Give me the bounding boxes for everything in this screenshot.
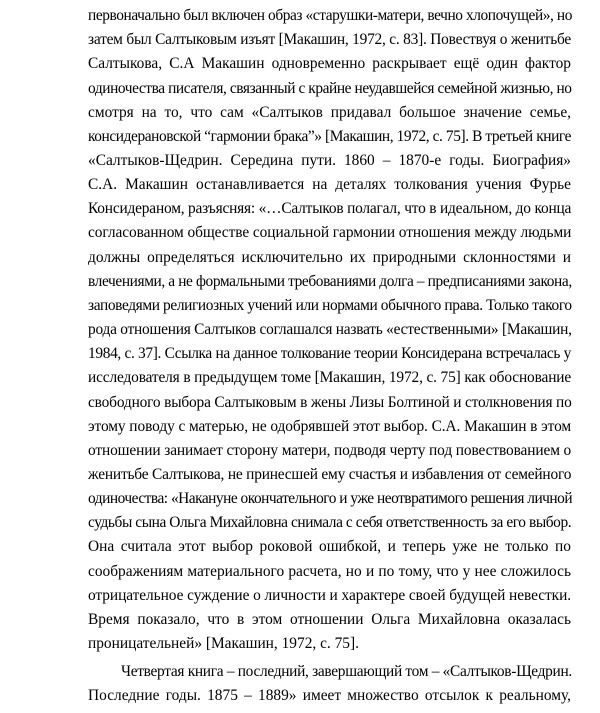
text-line: Она считала этот выбор роковой ошибкой, и теперь уже не только по [88, 538, 571, 555]
text-line: исследователя в предыдущем томе [Макашин, 1972, с. 75] как обоснование [88, 369, 572, 386]
text-line: 1984, с. 37]. Ссылка на данное толкование теории Консидерана встречалась у [88, 345, 571, 362]
text-line: этому поводу с матерью, не одобрявшей этот выбор. С.А. Макашин в этом [88, 418, 572, 435]
text-line: одиночества писателя, связанный с крайне неудавшейся семейной жизнью, но [88, 80, 572, 97]
text-line: должны определяться исключительно их природными склонностями и [88, 249, 571, 266]
text-line: затем был Салтыковым изъят [Макашин, 1972, с. 83]. Повествуя о женитьбе [88, 31, 572, 48]
text-line: отношении занимает сторону матери, подводя черту под повествованием о [88, 442, 572, 459]
text-line: одиночества: «Накануне окончательного и уже неотвратимого решения личной [88, 490, 573, 507]
text-line: Салтыкова, С.А Макашин одновременно раскрывает ещё один фактор [88, 55, 571, 72]
text-line: Консидераном, разъясняя: «…Салтыков полагал, что в идеальном, до конца [88, 200, 572, 217]
text-line: Время показало, что в этом отношении Ольга Михайловна оказалась [88, 611, 571, 628]
paragraph-first-line: Четвертая книга – последний, завершающий том – «Салтыков-Щедрин. [121, 663, 572, 680]
text-line: отрицательное суждение о личности и характере своей будущей невестки. [88, 587, 572, 604]
text-line: свободного выбора Салтыковым в жены Лизы Болтиной и столкновения по [88, 394, 572, 411]
text-line: «Салтыков-Щедрин. Середина пути. 1860 – 1870-е годы. Биография» [88, 152, 571, 169]
text-line: влечениями, а не формальными требованиями долга – предписаниями закона, [88, 273, 572, 290]
text-line: рода отношения Салтыков соглашался назвать «естественными» [Макашин, [88, 321, 572, 338]
text-line: смотря на то, что сам «Салтыков придавал большое значение семье, [88, 104, 571, 121]
text-line: Последние годы. 1875 – 1889» имеет множество отсылок к реальному, [88, 687, 571, 704]
text-line: проницательней» [Макашин, 1972, с. 75]. [88, 635, 359, 652]
text-line: первоначально был включен образ «старушки-матери, вечно хлопочущей», но [88, 7, 572, 24]
text-line: судьбы сына Ольга Михайловна снимала с себя ответственность за его выбор. [88, 514, 572, 531]
text-line: консидерановской “гармонии брака”» [Макашин, 1972, с. 75]. В третьей книге [88, 128, 571, 145]
text-line: С.А. Макашин останавливается на деталях толкования учения Фурье [88, 176, 571, 193]
text-line: женитьбе Салтыкова, не принесшей ему счастья и избавления от семейного [88, 466, 572, 483]
text-line: соображениям материального расчета, но и по тому, что у нее сложилось [88, 563, 571, 580]
text-line: согласованном обществе социальной гармонии отношения между людьми [88, 224, 572, 241]
text-line: заповедями религиозных учений или нормами обычного права. Только такого [88, 297, 572, 314]
